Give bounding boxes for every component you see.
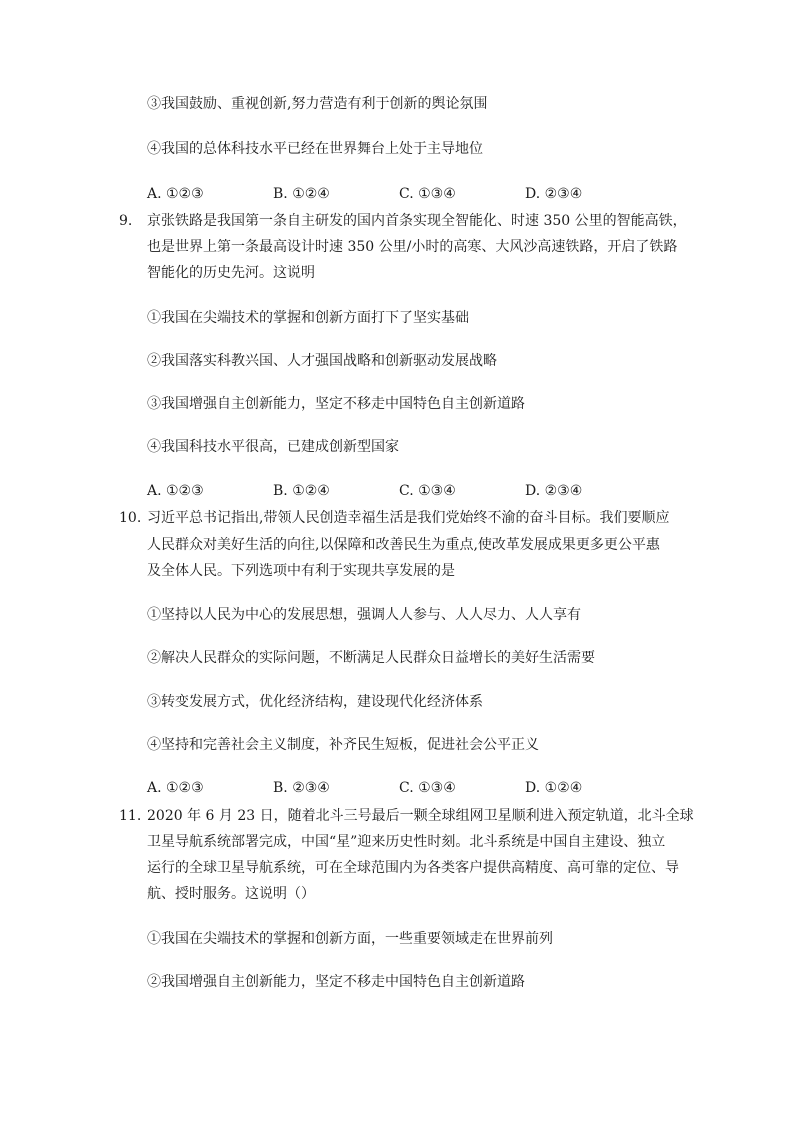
q11-option-2: ②我国增强自主创新能力，坚定不移走中国特色自主创新道路: [147, 974, 525, 990]
q8-answer-choices: [147, 184, 607, 204]
q10-option-3: ③转变发展方式，优化经济结构，建设现代化经济体系: [147, 694, 483, 710]
q9-stem-line-3: 智能化的历史先河。这说明: [147, 265, 315, 281]
q8-choice-a: A. ①②③: [147, 186, 204, 202]
q9-answer-choices: [147, 481, 607, 501]
q9-number: 9.: [119, 213, 133, 229]
q9-stem-line-1: 京张铁路是我国第一条自主研发的国内首条实现全智能化、时速 350 公里的智能高铁，: [147, 213, 687, 229]
q9-choice-b: B. ①②④: [273, 483, 330, 499]
q9-choice-d: D. ②③④: [525, 483, 583, 499]
q10-stem-line-3: 及全体人民。下列选项中有利于实现共享发展的是: [147, 563, 455, 579]
q11-stem-line-4: 航、授时服务。这说明（）: [147, 886, 315, 902]
q9-option-2: ②我国落实科教兴国、人才强国战略和创新驱动发展战略: [147, 353, 497, 369]
q9-option-1: ①我国在尖端技术的掌握和创新方面打下了坚实基础: [147, 310, 469, 326]
q8-choice-b: B. ①②④: [273, 186, 330, 202]
q9-choice-c: C. ①③④: [399, 483, 456, 499]
q8-choice-c: C. ①③④: [399, 186, 456, 202]
q11-stem-line-1: 2020 年 6 月 23 日，随着北斗三号最后一颗全球组网卫星顺利进入预定轨道，北斗全球: [147, 808, 694, 824]
q10-choice-d: D. ①②④: [525, 780, 583, 796]
q10-choice-c: C. ①③④: [399, 780, 456, 796]
q11-stem-line-2: 卫星导航系统部署完成，中国“星”迎来历史性时刻。北斗系统是中国自主建设、独立: [147, 834, 666, 850]
q9-choice-a: A. ①②③: [147, 483, 204, 499]
q10-choice-a: A. ①②③: [147, 780, 204, 796]
q10-option-4: ④坚持和完善社会主义制度，补齐民生短板，促进社会公平正义: [147, 737, 539, 753]
q10-stem-line-2: 人民群众对美好生活的向往,以保障和改善民生为重点,使改革发展成果更多更公平惠: [147, 537, 660, 553]
q11-option-1: ①我国在尖端技术的掌握和创新方面，一些重要领域走在世界前列: [147, 931, 553, 947]
q9-option-4: ④我国科技水平很高，已建成创新型国家: [147, 439, 399, 455]
q10-option-1: ①坚持以人民为中心的发展思想，强调人人参与、人人尽力、人人享有: [147, 607, 581, 623]
q10-number: 10.: [119, 510, 142, 526]
q10-stem-line-1: 习近平总书记指出,带领人民创造幸福生活是我们党始终不渝的奋斗目标。我们要顺应: [147, 510, 670, 526]
q8-choice-d: D. ②③④: [525, 186, 583, 202]
q10-option-2: ②解决人民群众的实际问题，不断满足人民群众日益增长的美好生活需要: [147, 650, 595, 666]
q11-number: 11.: [119, 808, 142, 824]
q9-stem-line-2: 也是世界上第一条最高设计时速 350 公里/小时的高寒、大风沙高速铁路，开启了铁路: [147, 239, 678, 255]
q11-stem-line-3: 运行的全球卫星导航系统，可在全球范围内为各类客户提供高精度、高可靠的定位、导: [147, 860, 679, 876]
q10-answer-choices: [147, 778, 607, 798]
q9-option-3: ③我国增强自主创新能力，坚定不移走中国特色自主创新道路: [147, 396, 525, 412]
q8-option-4: ④我国的总体科技水平已经在世界舞台上处于主导地位: [147, 141, 483, 157]
q8-option-3: ③我国鼓励、重视创新,努力营造有利于创新的舆论氛围: [147, 96, 488, 112]
q10-choice-b: B. ②③④: [273, 780, 330, 796]
